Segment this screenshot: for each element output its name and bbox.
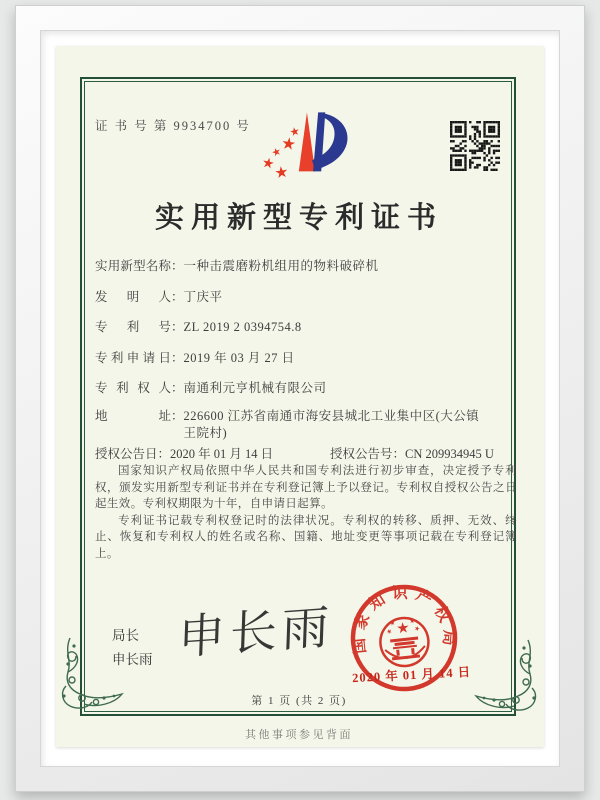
- director-title: 局长: [112, 628, 139, 643]
- field-colon: ：: [157, 447, 171, 461]
- field-colon: ：: [392, 447, 406, 461]
- director-signature-script: 申长雨: [177, 599, 335, 666]
- field-row-inventor: [95, 289, 515, 306]
- field-value: 南通利元亨机械有限公司: [183, 381, 327, 395]
- field-row-filing-date: [95, 350, 515, 367]
- picture-frame: [15, 5, 585, 792]
- field-value: 226600 江苏省南通市海安县城北工业集中区(大公镇王院村): [183, 409, 480, 440]
- field-colon: ：: [171, 409, 184, 423]
- field-label: 地址: [95, 409, 171, 423]
- svg-text:国家知识产权局: [344, 578, 461, 664]
- cnipa-logo-icon: [254, 104, 366, 190]
- legal-paragraph-1: 国家知识产权局依照中华人民共和国专利法进行初步审查，决定授予专利权，颁发实用新型专利证书并在专利登记簿上予以登记。专利权自授权公告之日起生效。专利权期限为十年，自申请日起算。: [95, 465, 517, 510]
- cnipa-seal: [331, 565, 476, 710]
- field-label: 实用新型名称: [95, 259, 171, 273]
- field-row-patent-no: [95, 319, 515, 336]
- field-colon: ：: [171, 320, 184, 334]
- director-name: 申长雨: [112, 652, 153, 667]
- field-colon: ：: [171, 381, 184, 395]
- seal-ring-text: 国家知识产权局: [350, 584, 458, 655]
- certificate-paper: [56, 46, 544, 747]
- field-value: 一种击震磨粉机组用的物料破碎机: [183, 259, 379, 273]
- legal-text: [95, 463, 517, 562]
- field-colon: ：: [171, 351, 184, 365]
- field-label: 发明人: [95, 290, 171, 304]
- field-row-name: [95, 258, 515, 275]
- grant-no-value: CN 209934945 U: [405, 447, 494, 461]
- field-value: 2019 年 03 月 27 日: [183, 351, 295, 365]
- field-label: 专利权人: [95, 381, 171, 395]
- field-value: 丁庆平: [183, 290, 223, 304]
- field-row-address: [95, 408, 515, 442]
- national-emblem-icon: [378, 616, 431, 669]
- grant-no-label: 授权公告号: [330, 447, 393, 461]
- certificate-title: 实用新型专利证书: [154, 202, 443, 234]
- qr-code: [450, 120, 500, 172]
- seal-date-stamp: 2020 年 01 月 14 日: [351, 664, 472, 686]
- legal-paragraph-2: 专利证书记载专利权登记时的法律状况。专利权的转移、质押、无效、终止、恢复和专利权人的姓名或名称、国籍、地址变更等事项记载在专利登记簿上。: [95, 514, 517, 560]
- field-row-patentee: [95, 380, 515, 397]
- grant-date-label: 授权公告日: [95, 447, 158, 461]
- grant-date-value: 2020 年 01 月 14 日: [170, 447, 274, 461]
- field-value: ZL 2019 2 0394754.8: [183, 320, 302, 334]
- page-number: 第 1 页 (共 2 页): [251, 695, 347, 707]
- field-label: 专利号: [95, 320, 171, 334]
- certificate-number: 证 书 号 第 9934700 号: [95, 119, 251, 133]
- field-colon: ：: [171, 290, 184, 304]
- back-side-note: 其他事项参见背面: [245, 729, 353, 741]
- field-label: 专利申请日: [95, 351, 171, 365]
- field-row-grant: [95, 446, 515, 463]
- field-colon: ：: [171, 259, 184, 273]
